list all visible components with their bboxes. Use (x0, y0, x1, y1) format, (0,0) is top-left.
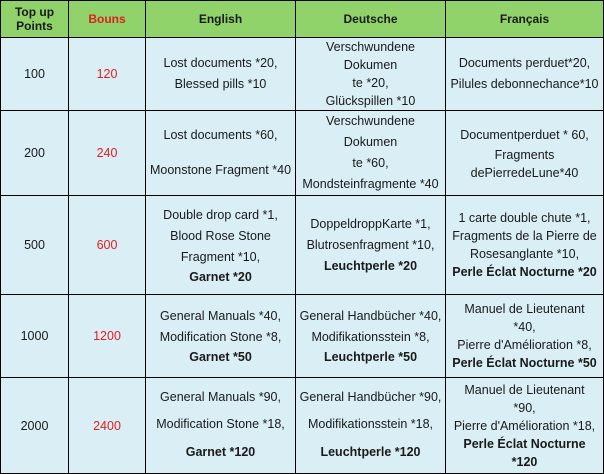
header-deutsche: Deutsche (296, 1, 446, 38)
reward-line: Perle Éclat Nocturne (463, 436, 586, 451)
reward-line: Blutrosenfragment *10, (306, 237, 435, 252)
header-francais: Français (446, 1, 604, 38)
francais-cell (446, 196, 604, 295)
reward-line: Lost documents *20, (163, 56, 278, 70)
deutsche-cell (296, 111, 446, 196)
francais-cell (446, 295, 604, 378)
reward-line: Verschwundene Dokumen (326, 40, 415, 72)
reward-line: General Manuals *40, (160, 309, 281, 323)
table-row (1, 378, 604, 474)
english-cell (146, 295, 296, 378)
reward-line: te *60, (352, 156, 389, 170)
points-cell: 200 (1, 111, 69, 196)
reward-line: General Manuals *90, (160, 390, 281, 404)
reward-line: *40, (513, 320, 536, 334)
table-row (1, 38, 604, 111)
table-row (1, 196, 604, 295)
reward-line: *120 (511, 454, 538, 469)
english-cell (146, 38, 296, 111)
header-bonus: Bouns (69, 1, 146, 38)
header-row (1, 1, 604, 38)
francais-cell (446, 111, 604, 196)
reward-line: 1 carte double chute *1, (458, 211, 591, 225)
bonus-cell: 1200 (69, 295, 146, 378)
reward-line: dePierredeLune*40 (470, 165, 579, 180)
reward-line: Pilules debonnechance*10 (450, 77, 599, 91)
reward-line: Leuchtperle *50 (323, 350, 418, 364)
reward-line: Documentperduet * 60, (460, 127, 589, 142)
reward-line: Verschwundene Dokumen (326, 114, 415, 149)
reward-line: Lost documents *60, (163, 128, 278, 142)
bonus-cell: 2400 (69, 378, 146, 474)
table-row (1, 111, 604, 196)
reward-line: Fragment *10, (180, 249, 261, 264)
reward-line: General Handbücher *40, (299, 309, 442, 323)
reward-line: Glückspillen *10 (325, 94, 416, 108)
reward-line: Garnet *50 (189, 350, 252, 364)
points-cell: 1000 (1, 295, 69, 378)
reward-line: Modification Stone *18, (156, 417, 285, 431)
reward-line: Leuchtperle *120 (320, 445, 421, 459)
reward-line: Modification Stone *8, (159, 330, 282, 344)
reward-line: Leuchtperle *20 (323, 258, 418, 273)
reward-line: Manuel de Lieutenant (464, 382, 585, 397)
reward-line: Perle Éclat Nocturne *50 (452, 356, 597, 370)
reward-line: Rosesanglante *10, (469, 247, 580, 261)
deutsche-cell (296, 295, 446, 378)
points-cell: 500 (1, 196, 69, 295)
reward-line: Fragments de la Pierre de (452, 229, 597, 243)
reward-line: General Handbücher *90, (299, 390, 442, 404)
reward-line: Modifikationsstein *8, (311, 330, 430, 344)
reward-line: Modifikationsstein *18, (307, 417, 434, 431)
francais-cell (446, 378, 604, 474)
francais-cell (446, 38, 604, 111)
deutsche-cell (296, 38, 446, 111)
bonus-cell: 600 (69, 196, 146, 295)
english-cell (146, 111, 296, 196)
points-cell: 2000 (1, 378, 69, 474)
bonus-cell: 120 (69, 38, 146, 111)
deutsche-cell (296, 378, 446, 474)
reward-line: Perle Éclat Nocturne *20 (452, 265, 597, 279)
points-cell: 100 (1, 38, 69, 111)
deutsche-cell (296, 196, 446, 295)
reward-line: Blessed pills *10 (174, 77, 267, 91)
reward-line: Manuel de Lieutenant (464, 302, 585, 316)
reward-line: Pierre d'Amélioration *8, (457, 338, 592, 352)
table-row (1, 295, 604, 378)
bonus-cell: 240 (69, 111, 146, 196)
reward-line: Garnet *20 (189, 269, 252, 284)
reward-line: Mondsteinfragmente *40 (302, 177, 439, 191)
reward-line: Documents perduet*20, (458, 56, 591, 70)
reward-line: Blood Rose Stone (170, 228, 271, 243)
reward-line: te *20, (352, 76, 389, 90)
english-cell (146, 196, 296, 295)
header-points: Top up Points (1, 1, 69, 38)
english-cell (146, 378, 296, 474)
reward-line: Pierre d'Amélioration *18, (453, 418, 596, 433)
reward-line: Moonstone Fragment *40 (149, 163, 292, 177)
reward-line: DoppeldroppKarte *1, (310, 216, 431, 231)
header-english: English (146, 1, 296, 38)
reward-line: Double drop card *1, (163, 207, 278, 222)
reward-line: Garnet *120 (185, 445, 256, 459)
reward-line: *90, (513, 400, 536, 415)
reward-line: Fragments (494, 147, 555, 162)
